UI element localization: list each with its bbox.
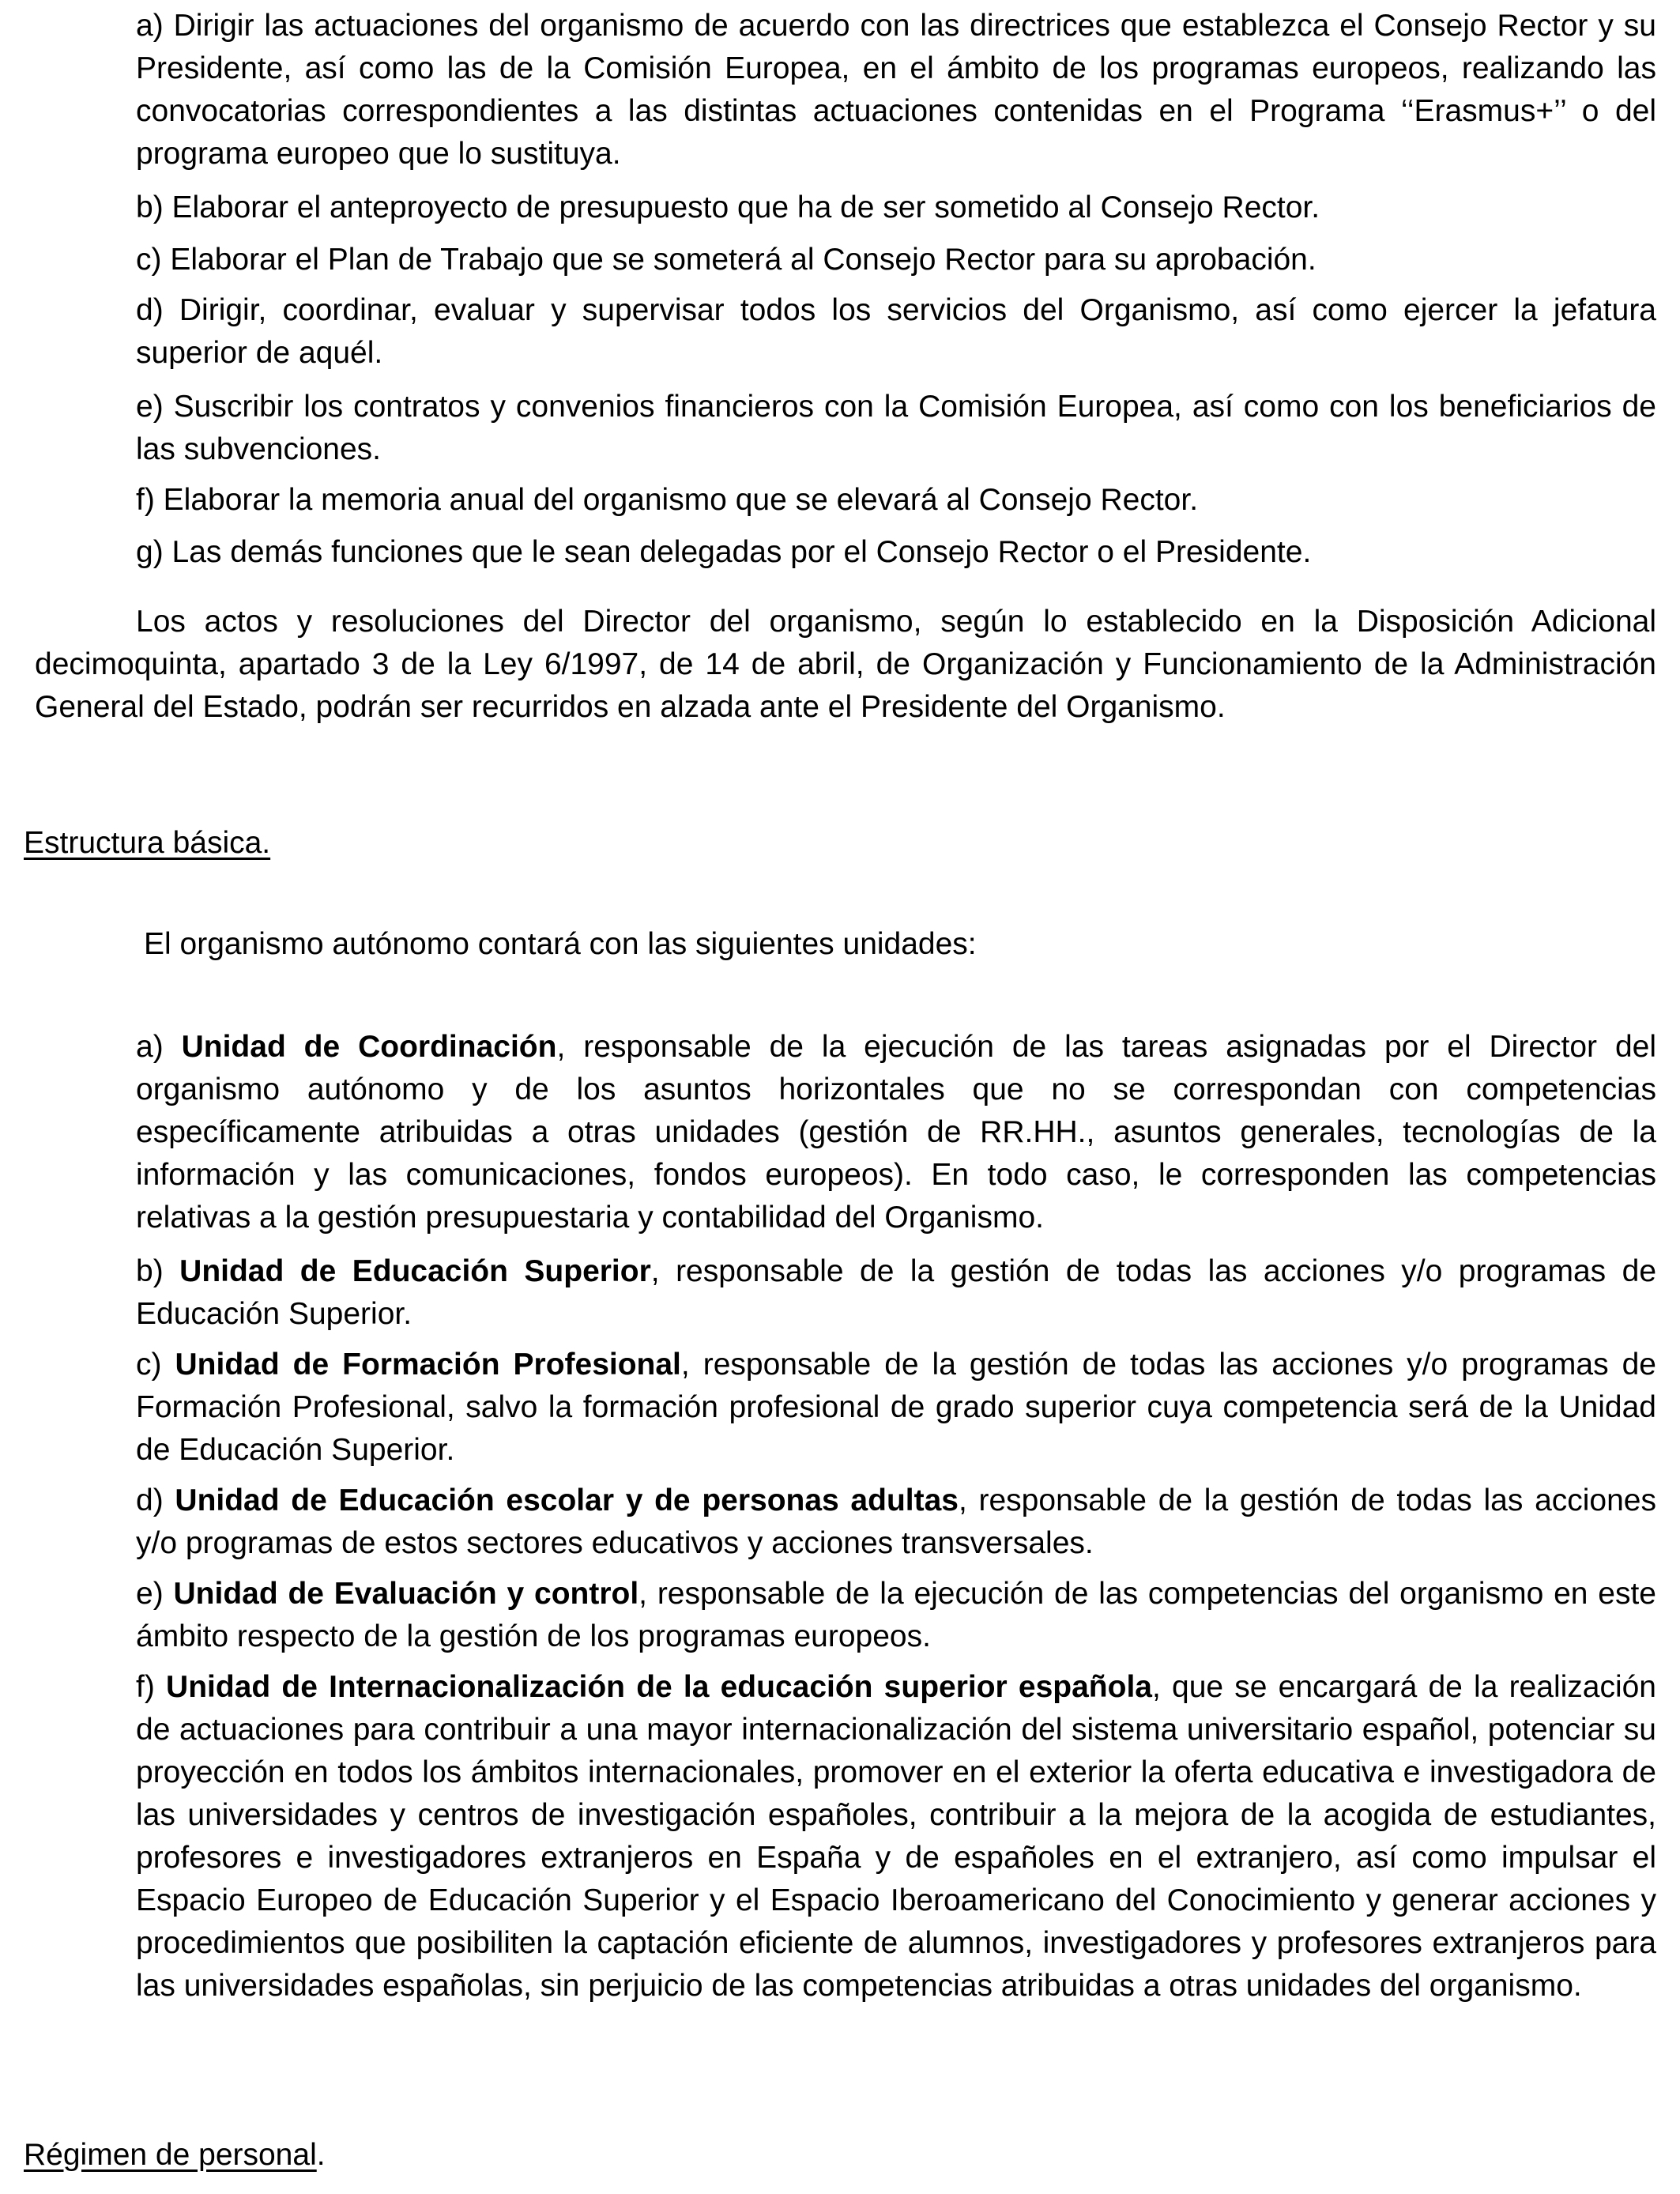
unit-item [136, 1344, 1656, 1472]
unit-item [136, 1250, 1656, 1336]
unit-description: , responsable de la gestión de todas las acciones y/o programas de Formación Profesional, salvo la formación profesional de grado superior cuya competencia será de la Unidad de Educación Superior. [136, 1348, 1656, 1467]
item-text: Dirigir las actuaciones del organismo de acuerdo con las directrices que establezca el Consejo Rector y su Presidente, así como las de la Comisión Europea, en el ámbito de los programas europeos, realizando las convocatorias correspondientes a las distintas actuaciones contenidas en el Programa ‘‘Erasmus+’’ o del programa europeo que lo sustituya. [136, 9, 1656, 171]
section-intro: El organismo autónomo contará con las siguientes unidades: [144, 927, 977, 961]
heading-suffix: . [316, 2138, 326, 2172]
item-label: g) [136, 535, 164, 569]
director-function-item [136, 386, 1656, 471]
unit-item [136, 1666, 1656, 2007]
closing-paragraph: Los actos y resoluciones del Director del organismo, según lo establecido en la Disposición Adicional decimoquinta, apartado 3 de la Ley 6/1997, de 14 de abril, de Organización y Funcionamiento de la Administración General del Estado, podrán ser recurridos en alzada ante el Presidente del Organismo. [35, 605, 1656, 724]
unit-name: Unidad de Educación Superior [179, 1254, 651, 1288]
item-label: e) [136, 390, 164, 424]
item-label: e) [136, 1577, 164, 1611]
section-heading-personal [24, 2134, 326, 2177]
unit-description: , responsable de la ejecución de las tareas asignadas por el Director del organismo autónomo y de los asuntos horizontales que no se correspondan con competencias específicamente atribuidas a otras unidades (gestión de RR.HH., asuntos generales, tecnologías de la información y las comunicaciones, fondos europeos). En todo caso, le corresponden las competencias relativas a la gestión presupuestaria y contabilidad del Organismo. [136, 1030, 1656, 1235]
heading-text: Régimen de personal [24, 2138, 317, 2172]
item-text: Elaborar el anteproyecto de presupuesto que ha de ser sometido al Consejo Rector. [171, 190, 1320, 224]
director-function-item [136, 5, 1656, 175]
item-label: c) [136, 243, 162, 277]
item-label: a) [136, 1030, 164, 1064]
item-text: Elaborar la memoria anual del organismo que se elevará al Consejo Rector. [163, 483, 1199, 517]
section-heading-estructura [24, 822, 270, 865]
unit-item [136, 1480, 1656, 1565]
director-function-item [136, 531, 1656, 574]
item-text: Dirigir, coordinar, evaluar y supervisar todos los servicios del Organismo, así como ejercer la jefatura superior de aquél. [136, 293, 1656, 370]
director-function-item [136, 289, 1656, 375]
item-label: d) [136, 293, 164, 327]
heading-text: Estructura básica. [24, 826, 271, 860]
item-label: d) [136, 1483, 164, 1517]
item-label: a) [136, 9, 164, 43]
unit-description: , que se encargará de la realización de actuaciones para contribuir a una mayor internacionalización del sistema universitario español, potenciar su proyección en todos los ámbitos internacionales, promover en el exterior la oferta educativa e investigadora de las universidades y centros de investigación españoles, contribuir a la mejora de la acogida de estudiantes, profesores e investigadores extranjeros en España y de españoles en el extranjero, así como impulsar el Espacio Europeo de Educación Superior y el Espacio Iberoamericano del Conocimiento y generar acciones y procedimientos que posibiliten la captación eficiente de alumnos, investigadores y profesores extranjeros para las universidades españolas, sin perjuicio de las competencias atribuidas a otras unidades del organismo. [136, 1670, 1657, 2003]
item-label: c) [136, 1348, 162, 1382]
item-text: Las demás funciones que le sean delegadas por el Consejo Rector o el Presidente. [171, 535, 1312, 569]
unit-item [136, 1026, 1656, 1239]
unit-name: Unidad de Evaluación y control [173, 1577, 639, 1611]
unit-name: Unidad de Educación escolar y de personas adultas [175, 1483, 959, 1517]
item-label: b) [136, 190, 164, 224]
unit-description: , responsable de la gestión de todas las acciones y/o programas de Educación Superior. [136, 1254, 1657, 1331]
item-text: Suscribir los contratos y convenios financieros con la Comisión Europea, así como con los beneficiarios de las subvenciones. [136, 390, 1657, 466]
item-label: b) [136, 1254, 164, 1288]
unit-name: Unidad de Coordinación [181, 1030, 557, 1064]
item-text: Elaborar el Plan de Trabajo que se someterá al Consejo Rector para su aprobación. [170, 243, 1317, 277]
unit-item [136, 1573, 1656, 1658]
director-function-item [136, 239, 1656, 281]
director-function-item [136, 479, 1656, 522]
unit-name: Unidad de Internacionalización de la educación superior española [166, 1670, 1152, 1704]
unit-name: Unidad de Formación Profesional [175, 1348, 681, 1382]
director-function-item [136, 187, 1656, 229]
item-label: f) [136, 483, 155, 517]
unit-description: , responsable de la gestión de todas las acciones y/o programas de estos sectores educativos y acciones transversales. [136, 1483, 1656, 1560]
unit-description: , responsable de la ejecución de las competencias del organismo en este ámbito respecto de la gestión de los programas europeos. [136, 1577, 1656, 1653]
item-label: f) [136, 1670, 155, 1704]
